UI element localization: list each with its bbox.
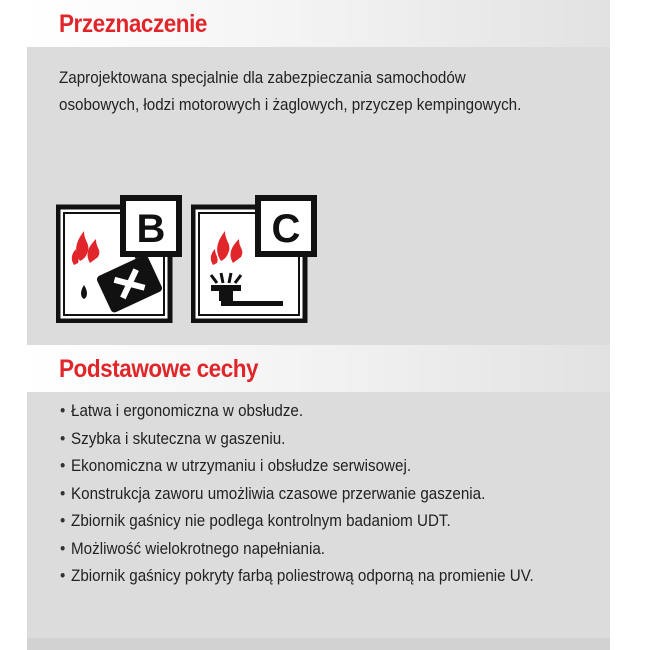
fire-class-b-liquid-canister-icon (56, 195, 184, 323)
purpose-line: Zaprojektowana specjalnie dla zabezpieczania samochodów (59, 69, 466, 87)
features-body (27, 392, 610, 640)
purpose-line: osobowych, łodzi motorowych i żaglowych, przyczep kempingowych. (59, 96, 522, 114)
fire-class-c-gas-burner-icon (191, 195, 319, 323)
purpose-body (27, 47, 610, 345)
list-item: • Łatwa i ergonomiczna w obsłudze. (60, 398, 534, 426)
bottom-divider (27, 638, 610, 650)
features-section (27, 345, 610, 640)
fire-class-letter: C (271, 207, 301, 251)
features-title: Podstawowe cechy (59, 355, 259, 383)
list-item: • Konstrukcja zaworu umożliwia czasowe przerwanie gaszenia. (60, 481, 534, 509)
purpose-header (27, 0, 610, 47)
purpose-title: Przeznaczenie (59, 10, 207, 38)
features-header (27, 345, 610, 392)
list-item: • Ekonomiczna w utrzymaniu i obsłudze serwisowej. (60, 453, 534, 481)
purpose-section (27, 0, 610, 345)
list-item: • Zbiornik gaśnicy nie podlega kontrolnym badaniom UDT. (60, 508, 534, 536)
list-item: • Zbiornik gaśnicy pokryty farbą poliestrową odporną na promienie UV. (60, 563, 534, 591)
purpose-description (59, 65, 556, 119)
fire-class-letter: B (136, 207, 166, 251)
list-item: • Szybka i skuteczna w gaszeniu. (60, 426, 534, 454)
list-item: • Możliwość wielokrotnego napełniania. (60, 536, 534, 564)
features-list (60, 398, 575, 591)
